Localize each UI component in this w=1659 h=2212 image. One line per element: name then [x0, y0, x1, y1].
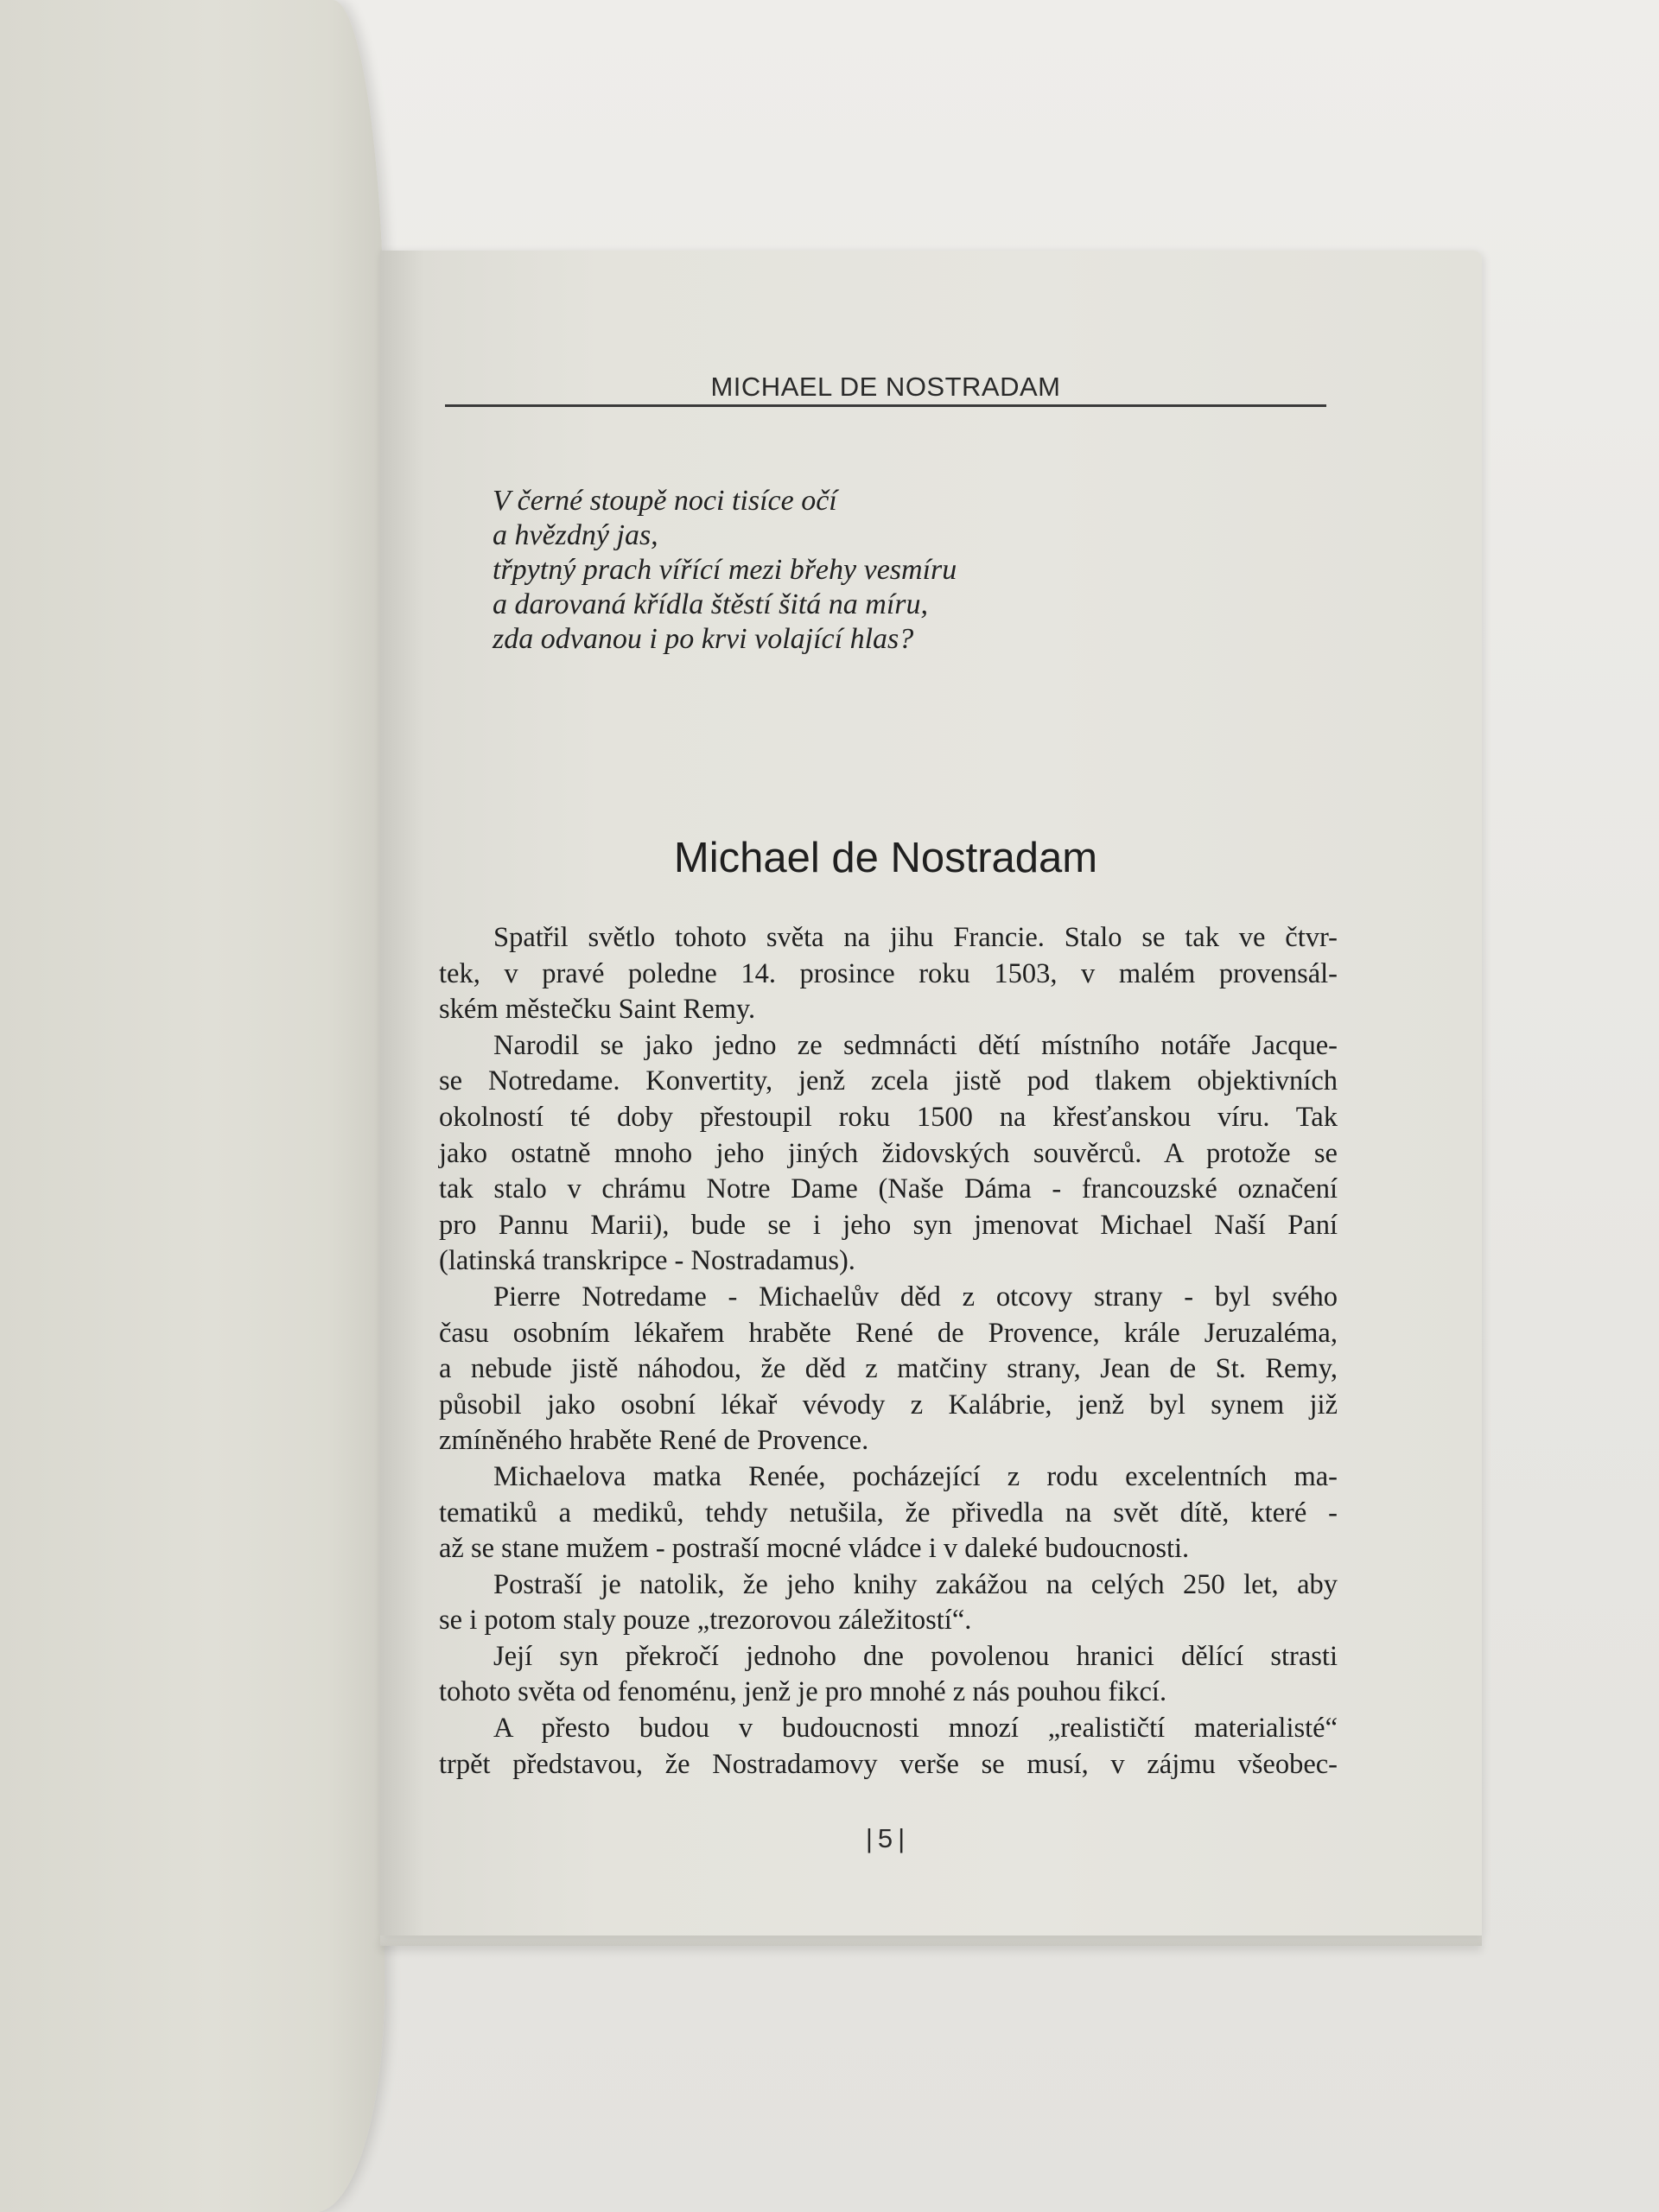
- poem-line: a darovaná křídla štěstí šitá na míru,: [493, 588, 929, 620]
- paragraph: [439, 1711, 1338, 1783]
- epigraph-poem: [493, 484, 1184, 657]
- text-line: tohoto světa od fenoménu, jenž je pro mnohé z nás pouhou fikcí.: [439, 1676, 1167, 1708]
- text-line: tematiků a mediků, tehdy netušila, že přivedla na svět dítě, které -: [439, 1497, 1338, 1529]
- poem-line: V černé stoupě noci tisíce očí: [493, 485, 837, 517]
- paragraph: [439, 920, 1338, 1028]
- poem-line: a hvězdný jas,: [493, 519, 658, 551]
- text-line: ském městečku Saint Remy.: [439, 994, 756, 1026]
- body-text: [439, 920, 1338, 1783]
- text-line: tak stalo v chrámu Notre Dame (Naše Dáma - francouzské označení: [439, 1173, 1338, 1205]
- paragraph: [439, 1459, 1338, 1567]
- text-line: zmíněného hraběte René de Provence.: [439, 1425, 869, 1457]
- text-line: se i potom staly pouze „trezorovou záležitostí“.: [439, 1605, 972, 1637]
- text-line: Postraší je natolik, že jeho knihy zakážou na celých 250 let, aby: [493, 1568, 1338, 1600]
- book-edge: [380, 1934, 1482, 1946]
- poem-line: třpytný prach vířící mezi břehy vesmíru: [493, 554, 957, 586]
- paragraph: [439, 1639, 1338, 1711]
- left-page: [0, 0, 385, 2212]
- text-line: A přesto budou v budoucnosti mnozí „realističtí materialisté“: [493, 1713, 1338, 1745]
- text-line: času osobním lékařem hraběte René de Provence, krále Jeruzaléma,: [439, 1317, 1338, 1349]
- running-head: MICHAEL DE NOSTRADAM: [710, 372, 1061, 402]
- text-line: pro Pannu Marii), bude se i jeho syn jmenovat Michael Naší Paní: [439, 1209, 1338, 1241]
- text-line: a nebude jistě náhodou, že děd z matčiny strany, Jean de St. Remy,: [439, 1353, 1338, 1385]
- text-line: Michaelova matka Renée, pocházející z rodu excelentních ma-: [493, 1460, 1338, 1492]
- poem-line: zda odvanou i po krvi volající hlas?: [493, 623, 914, 655]
- text-line: Spatřil světlo tohoto světa na jihu Francie. Stalo se tak ve čtvr-: [493, 922, 1338, 953]
- text-line: okolností té doby přestoupil roku 1500 na křesťanskou víru. Tak: [439, 1101, 1338, 1133]
- paragraph: [439, 1280, 1338, 1459]
- text-line: Narodil se jako jedno ze sedmnácti dětí místního notáře Jacque-: [493, 1029, 1338, 1061]
- running-head-rule: [445, 404, 1326, 407]
- right-page: [380, 251, 1482, 1936]
- paragraph: [439, 1567, 1338, 1639]
- text-line: působil jako osobní lékař vévody z Kalábrie, jenž byl synem již: [439, 1389, 1338, 1421]
- text-line: Její syn překročí jednoho dne povolenou hranici dělící strasti: [493, 1640, 1338, 1672]
- text-line: až se stane mužem - postraší mocné vládce i v daleké budoucnosti.: [439, 1533, 1190, 1565]
- paragraph: [439, 1028, 1338, 1280]
- text-line: trpět představou, že Nostradamovy verše se musí, v zájmu všeobec-: [439, 1748, 1338, 1780]
- text-line: jako ostatně mnoho jeho jiných židovských souvěrců. A protože se: [439, 1137, 1338, 1169]
- text-line: se Notredame. Konvertity, jenž zcela jistě pod tlakem objektivních: [439, 1065, 1338, 1097]
- text-line: tek, v pravé poledne 14. prosince roku 1503, v malém provensál-: [439, 957, 1338, 989]
- page-number: |5|: [865, 1823, 911, 1853]
- text-line: Pierre Notredame - Michaelův děd z otcovy strany - byl svého: [493, 1281, 1338, 1313]
- chapter-title: Michael de Nostradam: [673, 835, 1098, 881]
- text-line: (latinská transkripce - Nostradamus).: [439, 1245, 855, 1277]
